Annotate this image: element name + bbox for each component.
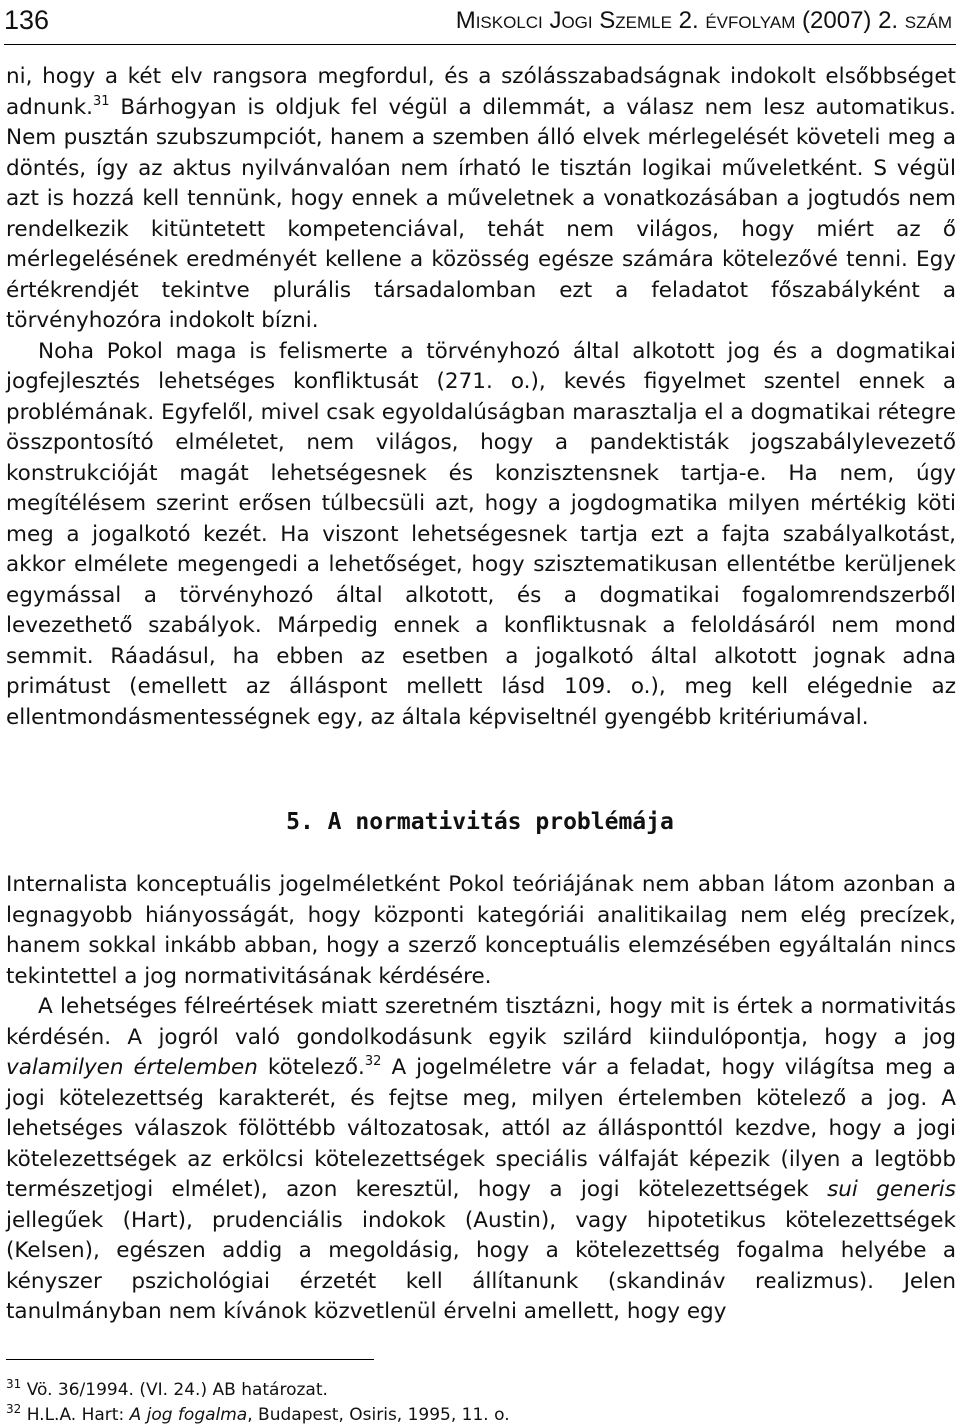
- section-heading: 5. A normativitás problémája: [286, 809, 674, 835]
- italic-phrase: sui generis: [827, 1177, 956, 1202]
- footnote-number: 31: [6, 1377, 22, 1391]
- paragraph: ni, hogy a két elv rangsora megfordul, és a szólásszabadságnak indokolt elsőbbséget adnunk.$^{31}$ Bárhogyan is oldjuk fel végül a dilemmát, a válasz nem lesz automatikus. Nem pusztán szubszumpciót, hanem a szemben álló elvek mérlegelését követeli meg a döntés, így az aktus nyilvánvalóan nem írható le tisztán logikai műveletként. S végül azt is hozzá kell tennünk, hogy ennek a műveletnek a vonatkozásában a jogtudós nem rendelkezik kitüntetett kompetenciával, tehát nem világos, hogy miért az ő mérlegelésének eredményét kellene a közösség egésze számára kötelezővé tenni. Egy értékrendjét tekintve plurális társadalomban ezt a feladatot főszabályként a törvényhozóra indokolt bízni.: [6, 64, 956, 333]
- footnote-ref: 31: [93, 93, 110, 109]
- footnote-ref: 32: [364, 1054, 382, 1069]
- running-title: Miskolci Jogi Szemle 2. évfolyam (2007) 2. szám: [455, 7, 952, 34]
- footnote: $^{32}$ H.L.A. Hart: A jog fogalma, Budapest, Osiris, 1995, 11. o.: [6, 1402, 510, 1425]
- paragraph: Internalista konceptuális jogelméletként Pokol teóriájának nem abban látom azonban a legnagyobb hiányosságát, hogy központi kategóriái analitikailag nem elég precízek, hanem sokkal inkább abban, hogy a szerző konceptuális elemzésében egyáltalán nincs tekintettel a jog normativitásának kérdésére.: [6, 872, 956, 989]
- page-number: 136: [4, 5, 50, 35]
- italic-title: A jog fogalma: [129, 1405, 248, 1425]
- footnote-number: 32: [6, 1402, 22, 1416]
- paragraph: A lehetséges félreértések miatt szeretném tisztázni, hogy mit is értek a normativitás kérdésén. A jogról való gondolkodásunk egyik szilárd kiindulópontja, hogy a jog valamilyen értelemben kötelező.$^{32}$ A jogelméletre vár a feladat, hogy világítsa meg a jogi kötelezettség karakterét, és fejtse meg, milyen értelemben kötelező a jog. A lehetséges válaszok fölöttébb változatosak, attól az állásponttól kezdve, hogy a jogi kötelezettségek az erkölcsi kötelezettségek speciális válfaját képezik (ilyen a legtöbb természetjogi elmélet), azon keresztül, hogy a jogi kötelezettségek sui generis jellegűek (Hart), prudenciális indokok (Austin), vagy hipotetikus kötelezettségek (Kelsen), egészen addig a megoldásig, hogy a kötelezettség fogalma helyébe a kényszer pszichológiai érzetét kell állítanunk (skandináv realizmus). Jelen tanulmányban nem kívánok közvetlenül érvelni amellett, hogy egy: [6, 994, 956, 1324]
- italic-phrase: valamilyen értelemben: [6, 1055, 258, 1080]
- footnotes: [6, 1378, 956, 1428]
- body-text-top: [6, 62, 956, 733]
- footnote-divider: [6, 1359, 374, 1360]
- page-header: [4, 4, 956, 45]
- paragraph: Noha Pokol maga is felismerte a törvényhozó által alkotott jog és a dogmatikai jogfejlesztés lehetséges konfliktusát (271. o.), kevés figyelmet szentel ennek a problémának. Egyfelől, mivel csak egyoldalúságban marasztalja el a dogmatikai rétegre összpontosító elméletet, nem világos, hogy a pandektisták jogszabálylevezető konstrukcióját magát lehetségesnek és konzisztensnek tartja-e. Ha nem, úgy megítélésem szerint erősen túlbecsüli azt, hogy a jogdogmatika milyen mértékig köti meg a jogalkotó kezét. Ha viszont lehetségesnek tartja ezt a fajta szabályalkotást, akkor elmélete megengedi a lehetőséget, hogy szisztematikusan ellentétbe kerüljenek egymással a törvényhozó által alkotott, és a dogmatikai fogalomrendszerből levezethető szabályok. Márpedig ennek a konfliktusnak a feloldásáról nem mond semmit. Ráadásul, ha ebben az esetben a jogalkotó által alkotott jognak adna primátust (emellett az álláspont mellett lásd 109. o.), meg kell elégednie az ellentmondásmentességnek egy, az általa képviseltnél gyengébb kritériumával.: [6, 338, 956, 730]
- body-text-bottom: [6, 870, 956, 1328]
- footnote: $^{31}$ Vö. 36/1994. (VI. 24.) AB határozat.: [6, 1377, 328, 1400]
